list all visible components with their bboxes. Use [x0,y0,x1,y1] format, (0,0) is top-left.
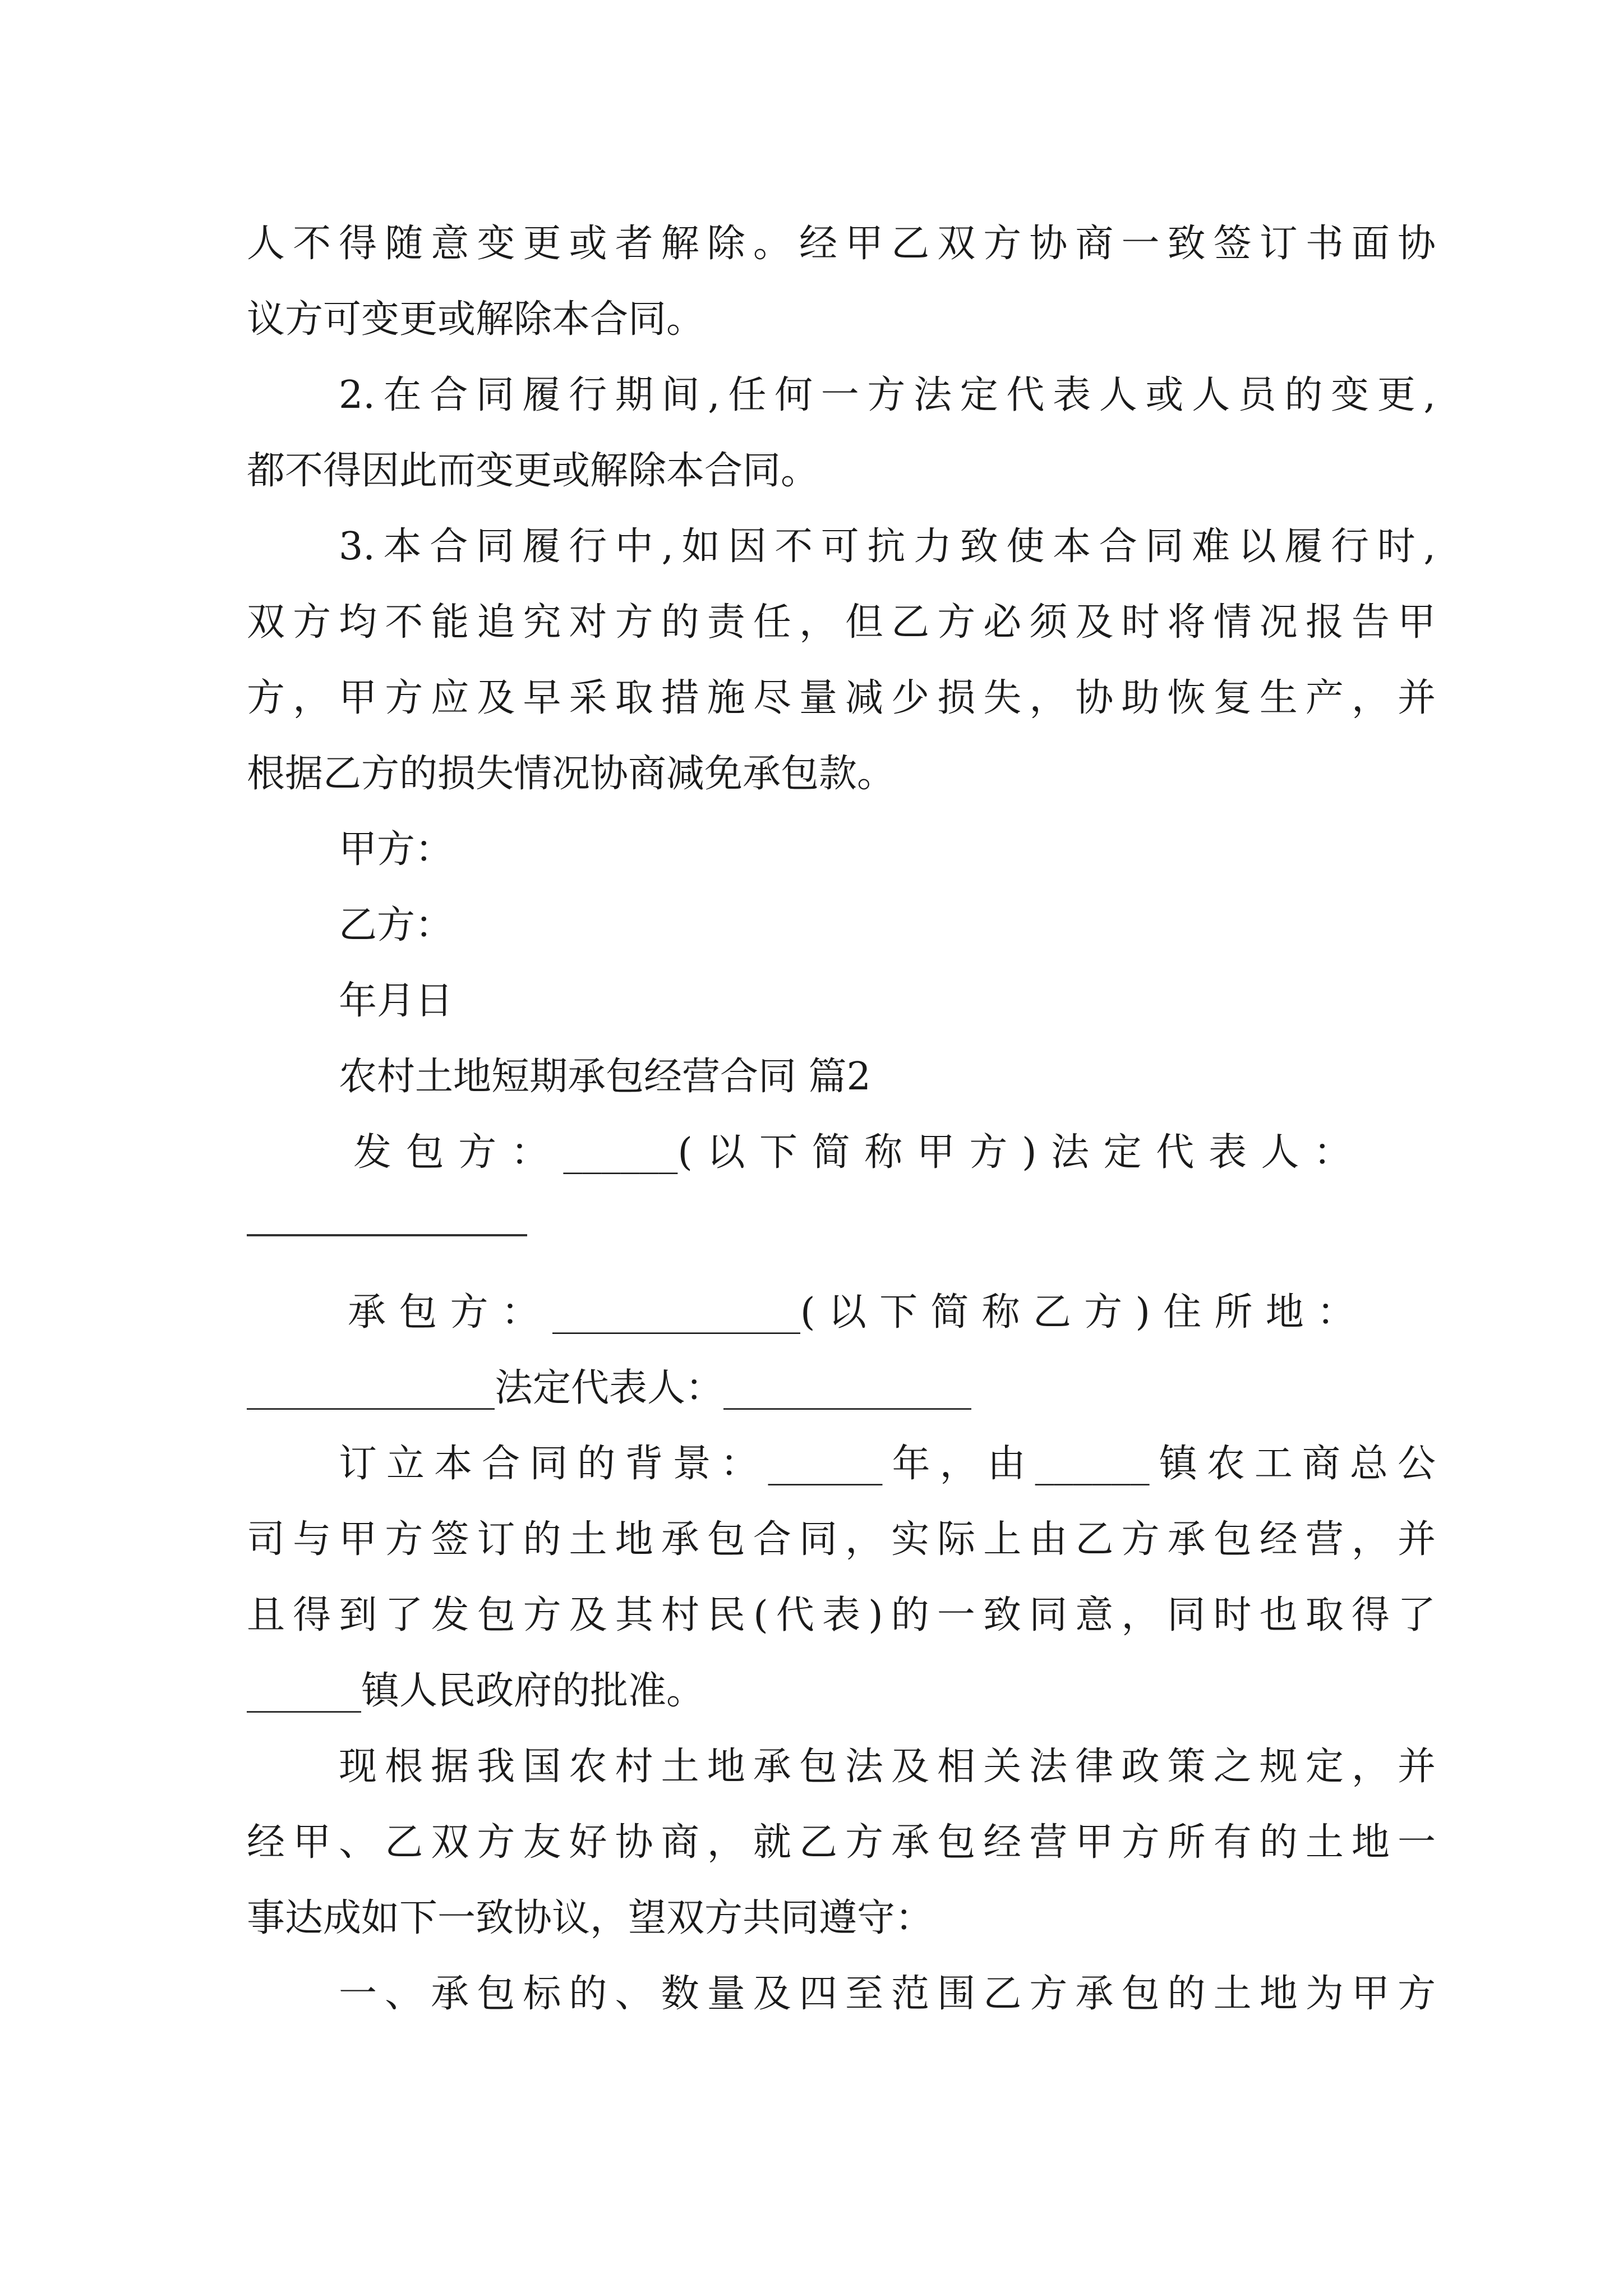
text-line: 一、承包标的、数量及四至范围乙方承包的土地为甲方 [339,1972,1436,2016]
text-line: 事达成如下一致协议，望双方共同遵守： [247,1896,934,1940]
text-line: 订立本合同的背景：______年，由______镇农工商总公 [339,1442,1436,1486]
text-line: 发包方：______(以下简称甲方)法定代表人： [353,1130,1352,1175]
text-line: 根据乙方的损失情况协商减免承包款。 [247,752,896,796]
text-line: 3.本合同履行中,如因不可抗力致使本合同难以履行时, [339,524,1436,569]
text-line: 议方可变更或解除本合同。 [247,297,705,342]
text-line: 都不得因此而变更或解除本合同。 [247,449,819,493]
text-line: 经甲、乙双方友好协商，就乙方承包经营甲方所有的土地一 [247,1820,1436,1865]
text-line: 人不得随意变更或者解除。经甲乙双方协商一致签订书面协 [247,222,1436,266]
section-title: 农村土地短期承包经营合同 篇2 [339,1055,871,1099]
text-line: 双方均不能追究对方的责任，但乙方必须及时将情况报告甲 [247,600,1436,645]
signature-party-b: 乙方： [339,903,454,947]
blank-underline [247,1234,527,1236]
text-line: 承包方：_____________(以下简称乙方)住所地： [348,1290,1355,1335]
text-line: 方，甲方应及早采取措施尽量减少损失，协助恢复生产，并 [247,676,1436,720]
text-line: _____________法定代表人：_____________ [247,1366,972,1410]
text-line: 2.在合同履行期间,任何一方法定代表人或人员的变更, [339,373,1436,417]
text-line: 现根据我国农村土地承包法及相关法律政策之规定，并 [339,1745,1436,1789]
text-line: 司与甲方签订的土地承包合同，实际上由乙方承包经营，并 [247,1517,1436,1562]
text-line: 且得到了发包方及其村民(代表)的一致同意，同时也取得了 [247,1593,1436,1637]
signature-party-a: 甲方： [339,827,454,872]
text-line: ______镇人民政府的批准。 [247,1669,705,1713]
signature-date: 年月日 [339,979,454,1023]
